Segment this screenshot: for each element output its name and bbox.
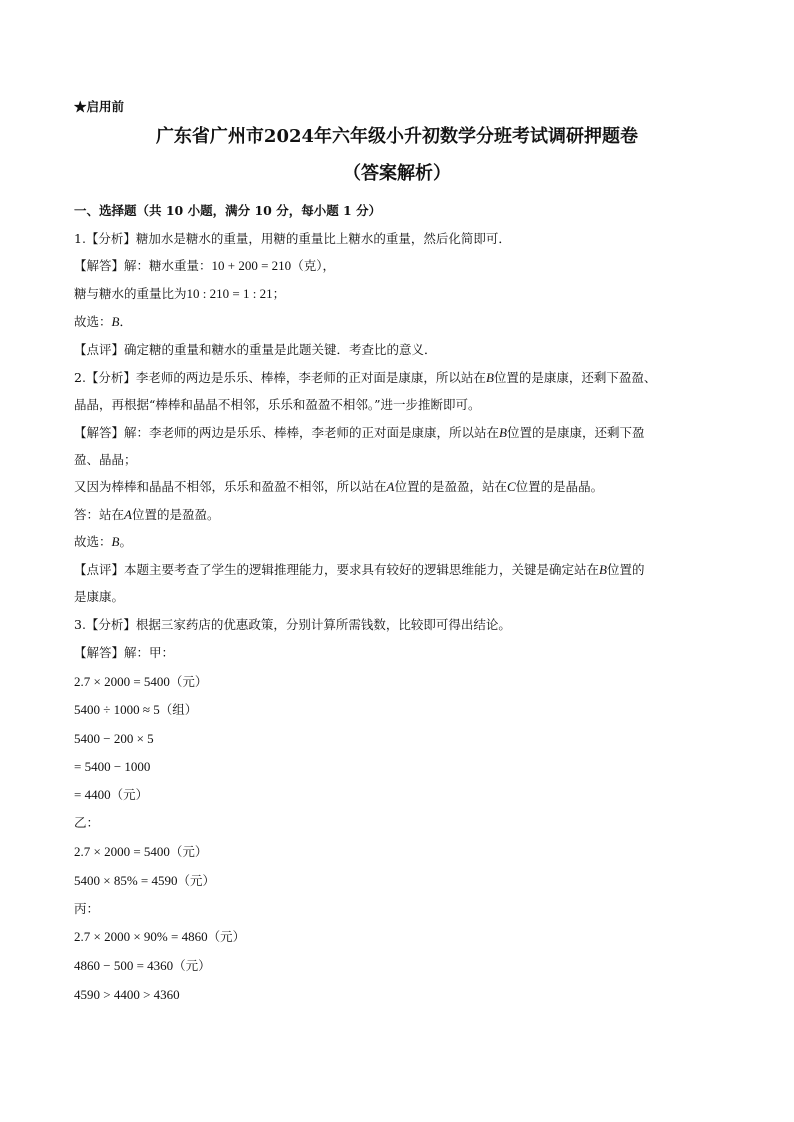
q2-reply-text-a: 答：站在 (74, 507, 125, 522)
q2-comment-line1 (74, 562, 724, 578)
q1-answer-unit: （克）， (291, 258, 335, 273)
document-subtitle: （答案解析） (343, 163, 451, 184)
calc-unit: （元） (169, 674, 208, 689)
calc-line (74, 787, 724, 803)
calc-formula: 5400 − 200 × 5 (74, 731, 154, 746)
q2-reply (74, 507, 724, 523)
calc-formula: 5400 ÷ 1000 ≈ 5 (74, 702, 160, 717)
q3-bing-label: 丙： (74, 901, 100, 916)
q2-answer-text-c: 又因为棒棒和晶晶不相邻，乐乐和盈盈不相邻，所以站在 (74, 479, 387, 494)
q1-answer-formula: 10 + 200 = 210 (211, 258, 292, 273)
q2-comment-line2: 是康康。 (74, 589, 125, 604)
calc-unit: （元） (173, 958, 211, 973)
calc-formula: 4590 > 4400 > 4360 (74, 987, 180, 1002)
q2-reply-text-b: 位置的是盈盈。 (131, 507, 220, 522)
q1-answer (74, 258, 724, 274)
q2-comment-text-b: 位置的 (606, 562, 645, 577)
q1-ratio-formula: 10 : 210 = 1 : 21 (186, 286, 273, 301)
calc-line (74, 731, 724, 747)
q1-choice (74, 314, 724, 330)
calc-line (74, 702, 724, 718)
q1-answer-intro: 【解答】解：糖水重量： (74, 258, 212, 273)
exam-status-tag: ★启用前 (74, 99, 125, 114)
q2-comment-text-a: 【点评】本题主要考查了学生的逻辑推理能力，要求具有较好的逻辑思维能力，关键是确定站在 (74, 562, 600, 577)
q2-analysis-line2: 晶晶，再根据“棒棒和晶晶不相邻，乐乐和盈盈不相邻。”进一步推断即可。 (74, 397, 481, 412)
q2-answer-line1 (74, 425, 724, 441)
q3-answer-intro: 【解答】解：甲： (74, 645, 175, 660)
calc-formula: 4860 − 500 = 4360 (74, 958, 174, 973)
calc-formula: 2.7 × 2000 = 5400 (74, 844, 170, 859)
calc-formula: = 4400 (74, 787, 111, 802)
calc-line (74, 873, 724, 889)
q2-choice-intro: 故选： (74, 534, 112, 549)
calc-formula: 2.7 × 2000 = 5400 (74, 674, 170, 689)
calc-unit: （组） (159, 702, 198, 717)
calc-line (74, 759, 724, 775)
q2-analysis-line1 (74, 370, 724, 386)
position-letter-c: C (506, 479, 516, 494)
position-letter-a: A (124, 507, 132, 522)
q1-ratio (74, 286, 724, 302)
section-heading: 一、选择题（共 10 小题，满分 10 分，每小题 1 分） (74, 203, 382, 218)
q1-ratio-end: ； (272, 286, 286, 301)
position-letter-b: B (485, 370, 494, 385)
document-title: 广东省广州市2024年六年级小升初数学分班考试调研押题卷 (155, 126, 639, 147)
q2-choice-letter: B (111, 534, 120, 549)
calc-unit: （元） (110, 787, 149, 802)
q1-ratio-intro: 糖与糖水的重量比为 (74, 286, 187, 301)
calc-unit: （元） (177, 873, 216, 888)
calc-formula: = 5400 − 1000 (74, 759, 151, 774)
q1-choice-letter: B (111, 314, 120, 329)
calc-unit: （元） (207, 929, 246, 944)
q1-choice-end: ． (119, 314, 132, 329)
q2-answer-text-a: 【解答】解：李老师的两边是乐乐、棒棒，李老师的正对面是康康，所以站在 (74, 425, 500, 440)
calc-unit: （元） (169, 844, 208, 859)
q2-choice (74, 534, 724, 550)
calc-line (74, 844, 724, 860)
q1-comment: 【点评】确定糖的重量和糖水的重量是此题关键．考查比的意义． (74, 342, 437, 357)
calc-line (74, 958, 724, 974)
q3-yi-label: 乙： (74, 815, 100, 830)
q2-choice-end: 。 (119, 534, 132, 549)
q2-answer-text-d: 位置的是盈盈，站在 (394, 479, 507, 494)
q2-answer-text-b: 位置的是康康，还剩下盈 (506, 425, 645, 440)
q2-analysis-text-b: 位置的是康康，还剩下盈盈、 (493, 370, 657, 385)
position-letter-a: A (386, 479, 395, 494)
q1-analysis: 1.【分析】糖加水是糖水的重量，用糖的重量比上糖水的重量，然后化简即可． (74, 231, 511, 246)
q3-analysis: 3.【分析】根据三家药店的优惠政策，分别计算所需钱数，比较即可得出结论。 (74, 617, 511, 632)
calc-line (74, 987, 724, 1003)
q1-choice-intro: 故选： (74, 314, 112, 329)
calc-formula: 5400 × 85% = 4590 (74, 873, 178, 888)
calc-line (74, 674, 724, 690)
calc-line (74, 929, 724, 945)
q2-answer-line2: 盈、晶晶； (74, 452, 137, 467)
q2-answer-text-e: 位置的是晶晶。 (515, 479, 604, 494)
calc-formula: 2.7 × 2000 × 90% = 4860 (74, 929, 208, 944)
position-letter-b: B (499, 425, 507, 440)
q2-analysis-text-a: 2.【分析】李老师的两边是乐乐、棒棒，李老师的正对面是康康，所以站在 (74, 370, 486, 385)
q2-answer-line3 (74, 479, 724, 495)
position-letter-b: B (599, 562, 607, 577)
